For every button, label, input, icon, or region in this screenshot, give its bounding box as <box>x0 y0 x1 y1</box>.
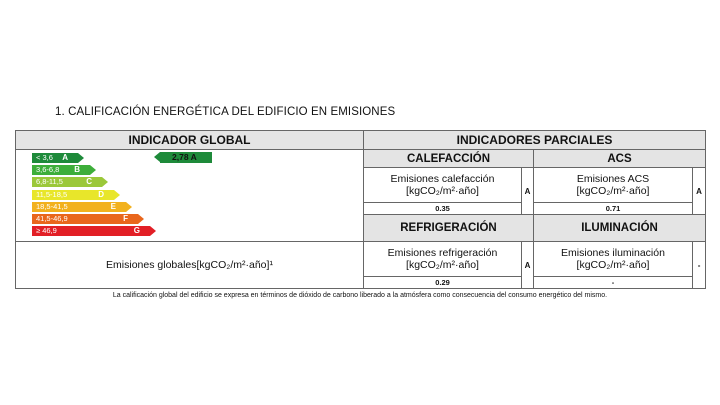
scale-range: ≥ 46,9 <box>36 226 57 236</box>
iluminacion-header: ILUMINACIÓN <box>534 215 706 242</box>
calefaccion-grade: A <box>522 168 534 215</box>
acs-label: Emisiones ACS [kgCO₂/m²·año] <box>534 168 693 203</box>
scale-range: 18,5-41,5 <box>36 201 68 211</box>
global-rating-value: 2,78 A <box>172 152 197 162</box>
scale-letter: G <box>133 226 140 236</box>
refrigeracion-grade: A <box>522 242 534 289</box>
acs-value: 0.71 <box>534 203 693 215</box>
iluminacion-label: Emisiones iluminación [kgCO₂/m²·año] <box>534 242 693 277</box>
energy-scale <box>16 150 364 242</box>
scale-bar-g <box>32 226 150 236</box>
scale-bar-e <box>32 202 126 212</box>
scale-letter: B <box>74 165 80 175</box>
refrigeracion-value: 0.29 <box>364 277 522 289</box>
calefaccion-label: Emisiones calefacción [kgCO₂/m²·año] <box>364 168 522 203</box>
scale-bar-c <box>32 177 102 187</box>
iluminacion-grade: - <box>693 242 706 289</box>
scale-bar-a <box>32 153 78 163</box>
scale-bar-b <box>32 165 90 175</box>
scale-letter: F <box>123 214 128 223</box>
calefaccion-value: 0.35 <box>364 203 522 215</box>
global-indicator-header: INDICADOR GLOBAL <box>16 131 364 150</box>
calefaccion-header: CALEFACCIÓN <box>364 150 534 168</box>
scale-letter: D <box>98 189 104 199</box>
scale-letter: A <box>62 153 68 162</box>
scale-letter: E <box>110 201 116 211</box>
scale-letter: C <box>86 177 92 187</box>
scale-bar-d <box>32 190 114 200</box>
footnote: La calificación global del edificio se expresa en términos de dióxido de carbono liberado a la atmósfera como consecuencia del consumo energético del mismo. <box>112 292 608 299</box>
acs-grade: A <box>693 168 706 215</box>
scale-range: 11,5-18,5 <box>36 189 68 199</box>
partial-indicators-header: INDICADORES PARCIALES <box>364 131 706 150</box>
scale-range: 41,5-46,9 <box>36 214 68 223</box>
scale-range: 6,8-11,5 <box>36 177 63 187</box>
scale-bar-f <box>32 214 138 224</box>
refrigeracion-header: REFRIGERACIÓN <box>364 215 534 242</box>
global-emissions-label: Emisiones globales[kgCO₂/m²·año]¹ <box>16 242 364 289</box>
section-title: 1. CALIFICACIÓN ENERGÉTICA DEL EDIFICIO EN EMISIONES <box>55 106 396 118</box>
acs-header: ACS <box>534 150 706 168</box>
refrigeracion-label: Emisiones refrigeración [kgCO₂/m²·año] <box>364 242 522 277</box>
global-rating-indicator <box>160 152 212 163</box>
scale-range: < 3,6 <box>36 153 53 162</box>
emissions-table <box>15 130 706 289</box>
iluminacion-value: - <box>534 277 693 289</box>
scale-range: 3,6-6,8 <box>36 165 60 175</box>
